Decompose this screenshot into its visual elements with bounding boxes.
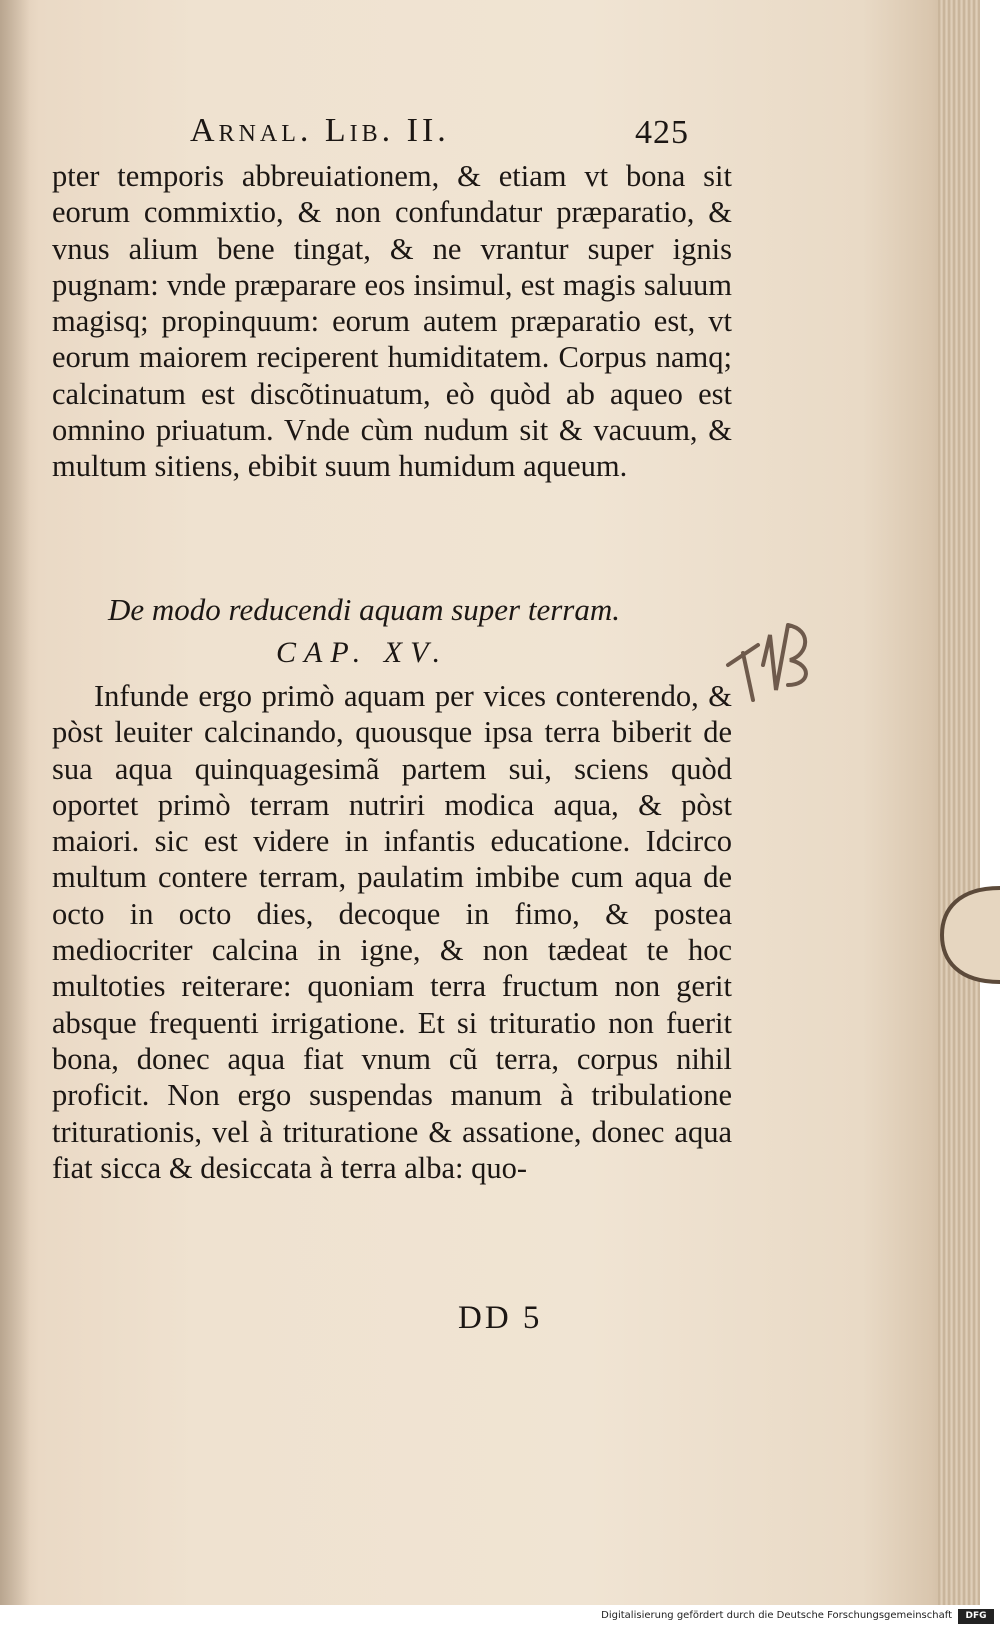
dfg-logo: DFG <box>958 1609 994 1624</box>
footer-credit: Digitalisierung gefördert durch die Deutsche Forschungsgemeinschaft <box>601 1610 952 1621</box>
page-edges <box>938 0 980 1605</box>
footer-bar <box>0 1605 1000 1630</box>
section-title: De modo reducendi aquam super terram. <box>108 592 620 627</box>
page-tab-clip <box>938 880 1000 990</box>
page-header <box>190 112 730 152</box>
paragraph-2: Infunde ergo primò aquam per vices conterendo, & pòst leuiter calcinando, quousque ipsa terra biberit de sua aqua quinquagesimã partem sui, sciens quòd oportet primò terram nutriri modica aqua, & pòst maiori. sic est videre in infantis educatione. Idcirco multum contere terram, paulatim imbibe cum aqua de octo in octo dies, decoque in fimo, & postea mediocriter calcina in igne, & non tædeat te hoc multoties reiterare: quoniam terra fructum non gerit absque frequenti irrigatione. Et si trituratio non fuerit bona, donec aqua fiat vnum cũ terra, corpus nihil proficit. Non ergo suspendas manum à tribulatione triturationis, vel à trituratione & assatione, donec aqua fiat sicca & desiccata à terra alba: quo- <box>52 679 732 1185</box>
paragraph-1: pter temporis abbreuiationem, & etiam vt bona sit eorum commixtio, & non confundatur præparatio, & vnus alium bene tingat, & ne vrantur super ignis pugnam: vnde præparare eos insimul, est magis saluum magisq; propinquum: eorum autem præparatio est, vt eorum maiorem reciperent humiditatem. Corpus namq; calcinatum est discõtinuatum, eò quòd ab aqueo est omnino priuatum. Vnde cùm nudum sit & vacuum, & multum sitiens, ebibit suum humidum aqueum. <box>52 159 732 484</box>
running-head: Arnal. Lib. II. <box>190 112 450 149</box>
signature-mark: DD 5 <box>458 1300 543 1336</box>
chapter-label: CAP. XV. <box>276 636 449 669</box>
pencil-marginal-mark <box>718 605 838 715</box>
page-number: 425 <box>635 114 689 151</box>
gutter-shadow <box>0 0 30 1605</box>
